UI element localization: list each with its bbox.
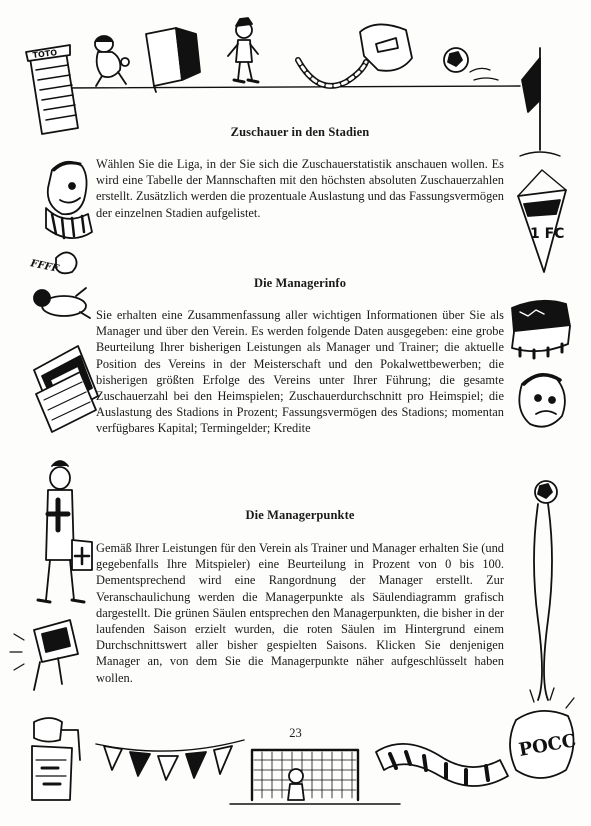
section-body-zuschauer: Wählen Sie die Liga, in der Sie sich die Zuschauerstatistik anschauen wollen. Es wird eine Tabelle der Mannschaften mit den höchsten absoluten Zuschauerzahlen erstellt. Zusätzlich werden die prozentuale Auslastung und das Fassungsvermögen der einzelnen Stadien aufgelistet. bbox=[96, 157, 504, 220]
section-heading-zuschauer: Zuschauer in den Stadien bbox=[230, 125, 370, 139]
pennant-text: 1 FC bbox=[530, 226, 565, 242]
fan-icon bbox=[46, 162, 92, 238]
section-body-managerinfo: Sie erhalten eine Zusammenfassung aller wichtigen Informationen über Sie als Manager und über den Verein. Es werden folgende Daten ausgegeben: eine grobe Beurteilung Ihrer bisherigen Leistungen als Manager und Trainer; die aktuelle Position des Vereins in der Meisterschaft und den Pokalwettbewerben; die bisherigen größten Erfolge des Vereins unter Ihrer Führung; die gesamte Zuschauerzahl bei den Heimspielen; Zuschauerdurchschnitt pro Heimspiel; die Auslastung des Stadions in Prozent; Fassungsvermögen des Stadions; momentan verfügbares Kapital; Termingelder; Kredite bbox=[96, 308, 504, 436]
flag-icon bbox=[146, 28, 200, 92]
goal-net-icon bbox=[230, 750, 400, 804]
top-grass-line bbox=[60, 86, 520, 88]
worried-fan-icon bbox=[519, 375, 565, 427]
pole-ball-icon bbox=[534, 481, 557, 700]
ffff-text: FFFF bbox=[29, 258, 60, 275]
page-number: 23 bbox=[289, 726, 302, 740]
tickets-icon bbox=[34, 346, 98, 432]
bunting-icon bbox=[96, 740, 244, 780]
boots-icon bbox=[512, 301, 570, 358]
pennant-icon bbox=[518, 170, 566, 272]
horn-icon bbox=[10, 620, 78, 690]
football-icon bbox=[444, 48, 498, 80]
section-heading-managerinfo: Die Managerinfo bbox=[253, 276, 347, 290]
toto-slip-icon bbox=[26, 45, 78, 134]
medic-icon bbox=[38, 461, 92, 602]
corner-flag-icon bbox=[520, 48, 560, 156]
section-heading-managerpunkte: Die Managerpunkte bbox=[245, 508, 355, 522]
ffff-puff bbox=[28, 252, 76, 275]
pocc-text: POCC bbox=[517, 730, 578, 761]
dizzy-player-icon bbox=[34, 288, 90, 318]
toto-sign: TOTO bbox=[32, 48, 58, 60]
section-body-managerpunkte: Gemäß Ihrer Leistungen für den Verein als Trainer und Manager erhalten Sie (und gegebenfalls Ihre Mitspieler) eine Beurteilung in Prozent von 0 bis 100. Dementsprechend wird eine Rangordnung der Manager erstellt. Zur Veranschaulichung werden die Managerpunkte als Säulendiagramm grafisch dargestellt. Die grünen Säulen entsprechen den Managerpunkten, die bisher in der laufenden Saison erzielt wurden, die roten Säulen im Hintergrund einem Durchschnittswert aller bisher gespielten Saisons. Klicken Sie denjenigen Manager an, von dem Sie die Managerpunkte näher aufgeschlüsselt haben wollen. bbox=[96, 541, 504, 685]
player-icon bbox=[228, 18, 258, 82]
whistle-icon bbox=[298, 24, 412, 85]
scarf-icon bbox=[376, 744, 508, 786]
goalkeeper-icon bbox=[95, 36, 129, 86]
